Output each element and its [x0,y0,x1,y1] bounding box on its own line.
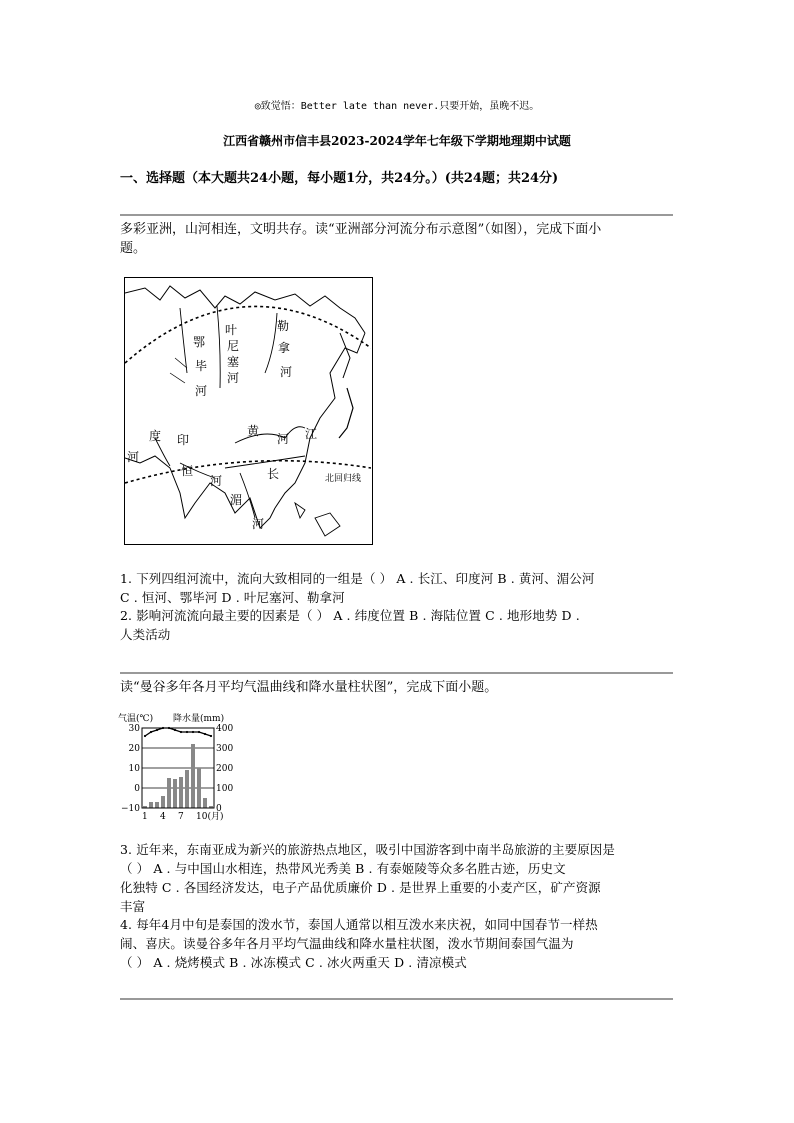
question-line: 闹、喜庆。读曼谷多年各月平均气温曲线和降水量柱状图，泼水节期间泰国气温为 [120,936,574,951]
asia-river-map [124,277,373,545]
divider [120,998,673,1000]
right-axis-label: 降水量(mm) [173,714,225,724]
map-label: 勒 [277,319,290,333]
map-label: 河 [252,517,265,531]
question-line: 1. 下列四组河流中，流向大致相同的一组是（ ） A . 长江、印度河 B . 黄河、湄公河 [120,571,595,586]
x-tick-label: 1 [142,812,148,822]
map-label: 北回归线 [325,474,362,484]
temp-point [150,731,152,733]
kamchatka [340,333,350,378]
divider [120,214,673,216]
question-line: （ ） A . 与中国山水相连，热带风光秀美 B . 有泰姬陵等众多名胜古迹，历史文 [120,861,566,876]
precip-bar [161,796,165,808]
question-2 [120,606,676,644]
x-tick-label: 7 [178,812,184,822]
map-drawing [125,278,371,543]
precip-bar [185,770,189,808]
islands [315,513,340,536]
x-tick-label: 4 [160,812,166,822]
ural-mountains [170,358,187,383]
map-label: 毕 [195,359,208,373]
precip-bar [203,798,207,808]
yenisei-river [217,306,220,388]
question-3 [120,840,676,916]
lena-river [265,313,277,373]
right-tick-label: 200 [216,764,234,774]
arctic-circle-line [125,306,371,363]
intro-line: 题。 [120,241,147,256]
section-heading: 一、选择题（本大题共24小题，每小题1分，共24分。）(共24题；共24分) [120,171,559,186]
map-label: 河 [277,432,290,446]
divider [120,672,673,674]
bangkok-climate-chart [118,712,238,827]
yellow-river [235,427,305,443]
map-label: 恒 [181,464,194,478]
mekong-river [240,473,255,518]
question-line: 丰富 [120,899,146,914]
japan-islands [339,388,353,438]
right-tick-label: 400 [216,724,234,734]
islands [295,503,305,518]
question-line: 4. 每年4月中旬是泰国的泼水节，泰国人通常以相互泼水来庆祝，如同中国春节一样热 [120,917,598,932]
intro-line: 多彩亚洲，山河相连，文明共存。读“亚洲部分河流分布示意图”（如图），完成下面小 [120,222,602,237]
map-label: 江 [305,427,318,441]
precip-bar [197,768,201,808]
temp-point [186,731,188,733]
left-axis-label: 气温(℃) [118,714,154,724]
north-coast [125,286,365,333]
x-tick-label: 10(月) [196,812,224,822]
map-label: 尼 [227,339,240,353]
map-label: 河 [195,384,208,398]
question-line: C . 恒河、鄂毕河 D . 叶尼塞河、勒拿河 [120,590,345,605]
question-line: （ ） A . 烧烤模式 B . 冰冻模式 C . 冰火两重天 D . 清凉模式 [120,955,467,970]
group2-intro: 读“曼谷多年各月平均气温曲线和降水量柱状图”，完成下面小题。 [120,680,498,695]
question-line: 3. 近年来，东南亚成为新兴的旅游热点地区，吸引中国游客到中南半岛旅游的主要原因是 [120,842,616,857]
right-tick-label: 300 [216,744,234,754]
left-tick-label: 10 [128,764,140,774]
precip-bar [149,802,153,808]
left-tick-label: −10 [121,804,140,814]
precip-bar [155,802,159,808]
map-label: 河 [127,450,140,464]
precip-bar [173,779,177,808]
temp-point [180,731,182,733]
question-4 [120,915,676,972]
map-label: 河 [210,474,223,488]
temp-point [204,733,206,735]
temp-point [156,729,158,731]
temp-point [174,729,176,731]
question-line: 化独特 C . 各国经济发达，电子产品优质廉价 D . 是世界上重要的小麦产区，矿产资源 [120,880,601,895]
right-tick-label: 100 [216,784,234,794]
map-label: 河 [280,365,293,379]
question-1 [120,569,676,607]
map-label: 鄂 [193,335,206,349]
climate-chart-svg [118,712,238,827]
question-line: 2. 影响河流流向最主要的因素是（ ） A . 纬度位置 B . 海陆位置 C . 地形地势 D . [120,608,580,623]
temp-point [144,735,146,737]
map-label: 拿 [278,341,291,355]
motto: ◎致觉悟：Better late than never.只要开始，虽晚不迟。 [254,101,540,112]
group1-intro [120,220,676,258]
map-label: 长 [267,467,280,481]
map-label: 河 [227,371,240,385]
left-tick-label: 30 [128,724,140,734]
question-line: 人类活动 [120,627,171,642]
temp-point [192,731,194,733]
precip-bar [167,778,171,808]
right-tick-label: 0 [216,804,222,814]
left-tick-label: 20 [128,744,140,754]
map-label: 印 [177,433,190,447]
map-label: 叶 [225,323,238,337]
precip-bar [179,777,183,808]
page-title: 江西省赣州市信丰县2023-2024学年七年级下学期地理期中试题 [223,134,571,148]
precip-bar [191,744,195,808]
temp-point [198,731,200,733]
map-label: 黄 [247,424,260,438]
map-label: 塞 [227,355,240,369]
map-label: 度 [149,429,162,443]
temperature-curve [145,728,211,736]
left-tick-label: 0 [134,784,140,794]
map-label: 湄 [230,493,243,507]
temp-point [210,735,212,737]
